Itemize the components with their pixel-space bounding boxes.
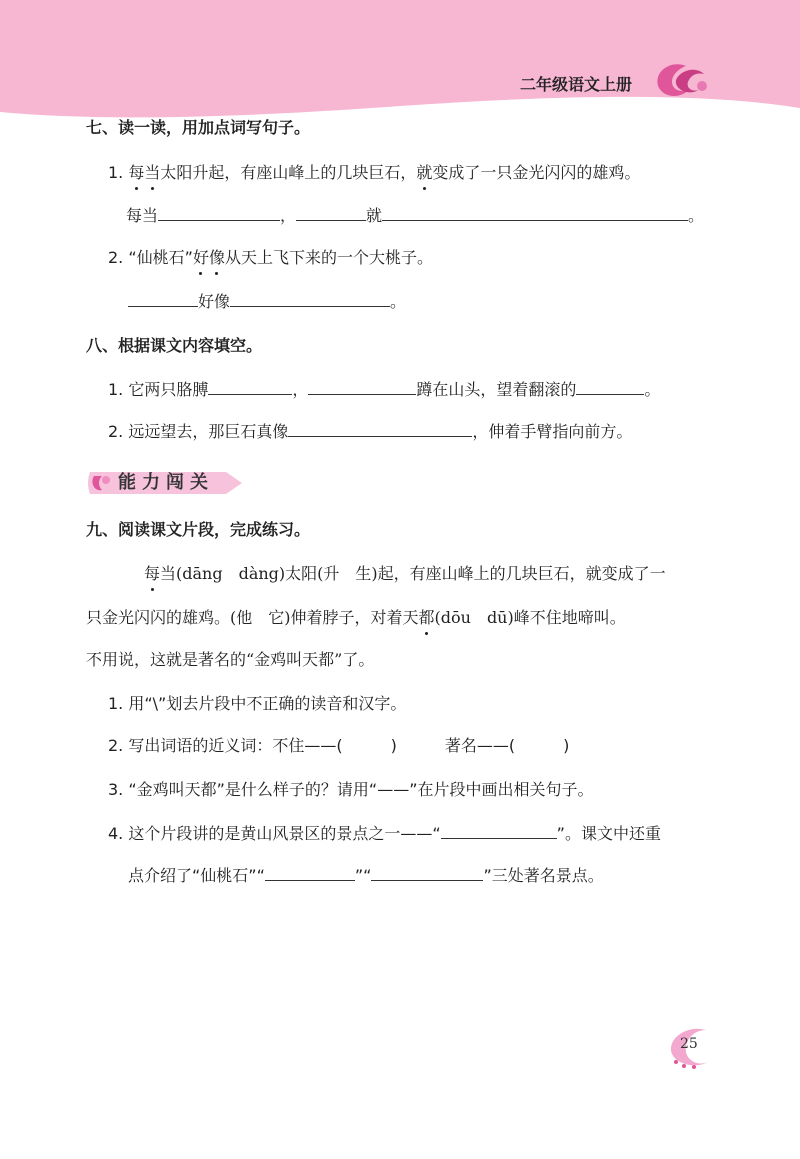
s9-q3: 3. “金鸡叫天都”是什么样子的？请用“——”在片段中画出相关句子。 (108, 780, 594, 799)
dotted-char: 像 (208, 248, 225, 267)
dotted-char: 每 (128, 163, 145, 182)
text: ， (280, 206, 297, 225)
text: ”三处著名景点。 (483, 866, 604, 885)
text: ， (292, 380, 309, 399)
blank-line[interactable] (208, 380, 292, 395)
passage-line-3: 不用说，这就是著名的“金鸡叫天都”了。 (86, 650, 375, 669)
blank-line[interactable] (158, 206, 280, 221)
blank-line[interactable] (576, 380, 644, 395)
dotted-char: 就 (416, 163, 433, 182)
s8-q2 (108, 422, 632, 442)
text: 。 (688, 206, 705, 225)
text: 太阳升起，有座山峰上的几块巨石， (160, 163, 417, 182)
s9-q1: 1. 用“\”划去片段中不正确的读音和汉字。 (108, 694, 407, 713)
text: 从天上飞下来的一个大桃子。 (224, 248, 433, 267)
text: 2. 远远望去，那巨石真像 (108, 422, 289, 441)
dotted-char: 好 (192, 248, 209, 267)
text: 变成了一只金光闪闪的雄鸡。 (432, 163, 641, 182)
section-9-title: 九、阅读课文片段，完成练习。 (86, 520, 311, 539)
s9-q2 (108, 736, 569, 756)
s7-q2-fill (128, 292, 406, 312)
dotted-char: 每 (144, 564, 161, 583)
blank-line[interactable] (128, 292, 198, 307)
text: 。 (390, 292, 407, 311)
text: 2. 写出词语的近义词：不住——( ) (108, 736, 397, 755)
blank-line[interactable] (265, 866, 355, 881)
blank-line[interactable] (296, 206, 366, 221)
text: ，伸着手臂指向前方。 (472, 422, 633, 441)
page-number: 25 (680, 1036, 698, 1052)
blank-line[interactable] (371, 866, 483, 881)
s9-q4 (108, 824, 661, 844)
s7-q1-fill (126, 206, 704, 226)
header-title: 二年级语文上册 (520, 75, 633, 94)
text: 好像 (198, 292, 231, 311)
blank-line[interactable] (441, 824, 557, 839)
dotted-char: 当 (144, 163, 161, 182)
text: 。 (644, 380, 661, 399)
passage-line-2 (86, 608, 626, 628)
text: 1. (108, 163, 129, 182)
text: 2. “仙桃石” (108, 248, 193, 267)
section-7-title: 七、读一读，用加点词写句子。 (86, 118, 311, 137)
section-8-title: 八、根据课文内容填空。 (86, 336, 263, 355)
blank-line[interactable] (308, 380, 416, 395)
dotted-char: 都 (418, 608, 435, 627)
swirl-logo-icon (650, 56, 710, 100)
s9-q4-cont (128, 866, 604, 886)
text: 1. 它两只胳膊 (108, 380, 209, 399)
text: 就 (366, 206, 383, 225)
text: 只金光闪闪的雄鸡。(他 它)伸着脖子，对着天 (86, 608, 419, 627)
badge-label: 能力闯关 (118, 472, 214, 493)
text: 蹲在山头，望着翻滚的 (416, 380, 577, 399)
s7-q1-sentence (108, 163, 640, 183)
text: 著名——( ) (444, 736, 570, 755)
blank-line[interactable] (288, 422, 472, 437)
text: ”“ (354, 866, 372, 885)
s7-q2-sentence (108, 248, 433, 268)
text: 4. 这个片段讲的是黄山风景区的景点之一——“ (108, 824, 441, 843)
blank-line[interactable] (230, 292, 390, 307)
text: (dōu dū)峰不住地啼叫。 (434, 608, 626, 627)
text: ”。课文中还重 (556, 824, 661, 843)
blank-line[interactable] (382, 206, 688, 221)
s8-q1 (108, 380, 660, 400)
text: 点介绍了“仙桃石”“ (128, 866, 265, 885)
text: 每当 (126, 206, 159, 225)
text: 当(dāng dàng)太阳(升 生)起，有座山峰上的几块巨石，就变成了一 (160, 564, 666, 583)
passage-line-1 (144, 564, 666, 584)
